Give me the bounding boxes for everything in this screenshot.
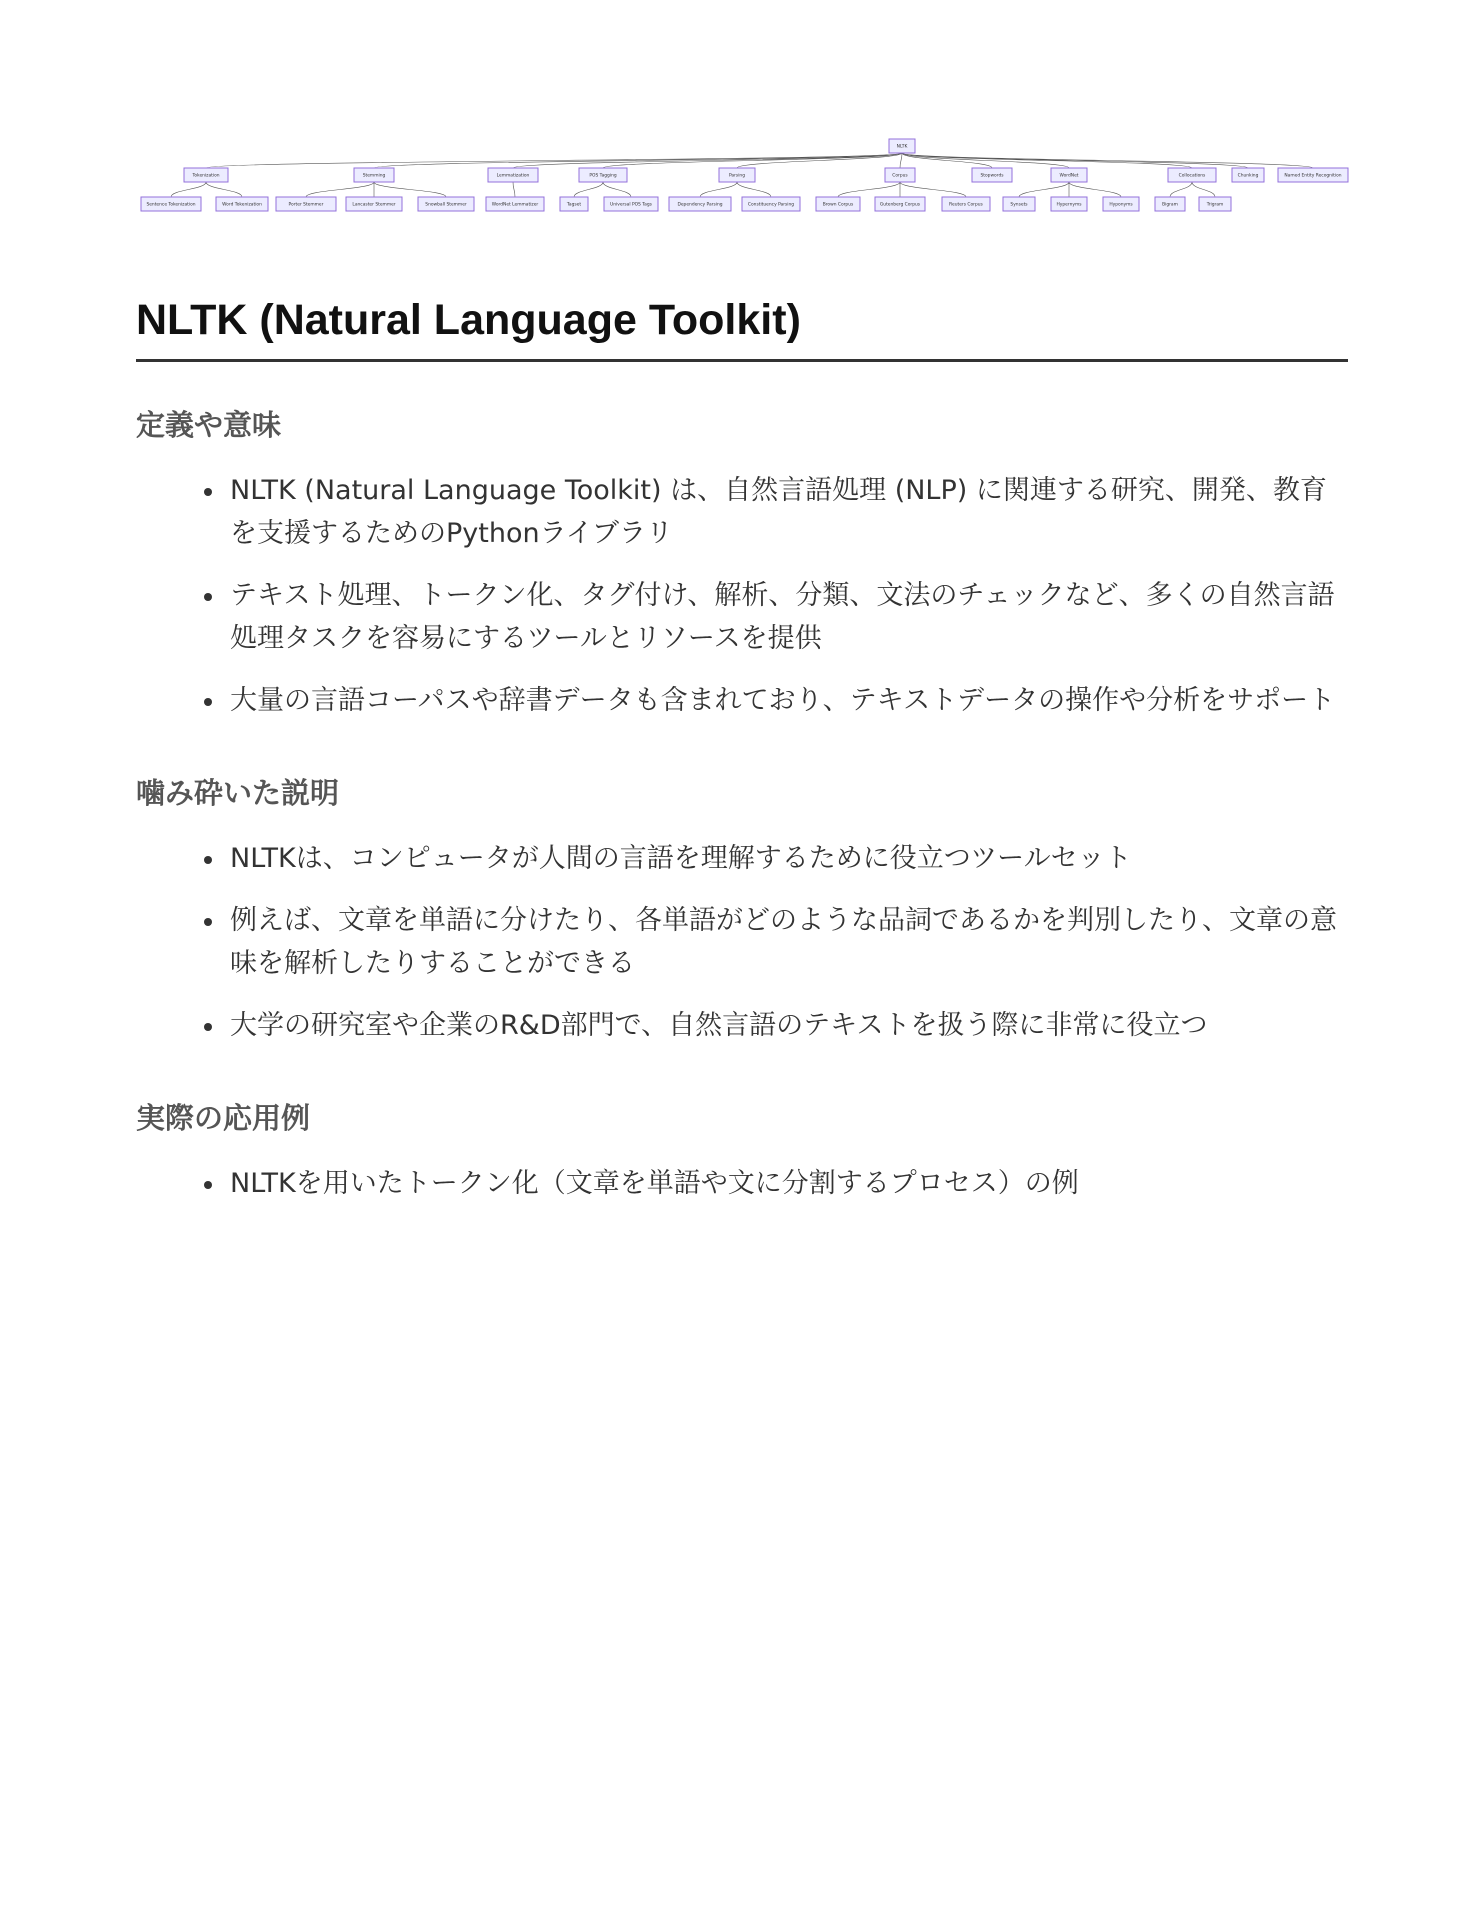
list-item: 例えば、文章を単語に分けたり、各単語がどのような品詞であるかを判別したり、文章の意味を解析したりすることができる [230, 899, 1348, 985]
node-hypernyms [1051, 197, 1087, 211]
edge-root-named-entity-recognition [902, 153, 1313, 168]
node-bigram-label: Bigram [1162, 202, 1178, 208]
node-stopwords-label: Stopwords [980, 173, 1004, 179]
node-corpus [885, 168, 915, 182]
edge-collocations-bigram [1170, 182, 1192, 197]
edge-wordnet-hyponyms [1069, 182, 1121, 197]
node-trigram [1199, 197, 1231, 211]
section-heading-examples: 実際の応用例 [136, 1101, 311, 1136]
node-tagset [560, 197, 588, 211]
node-reuters-corpus [942, 197, 990, 211]
node-brown-corpus-label: Brown Corpus [822, 202, 854, 208]
edge-root-chunking [902, 153, 1248, 168]
node-stemming [354, 168, 394, 182]
node-porter-stemmer-label: Porter Stemmer [288, 202, 324, 208]
edge-pos-tagging-universal-pos-tags [603, 182, 631, 197]
definition-list [136, 469, 1348, 722]
node-chunking-label: Chunking [1237, 173, 1259, 179]
node-snowball-stemmer-label: Snowball Stemmer [425, 202, 467, 208]
node-tokenization-label: Tokenization [192, 173, 220, 179]
section-definition [136, 408, 1348, 722]
node-constituency-parsing [742, 197, 800, 211]
node-lancaster-stemmer [346, 197, 402, 211]
node-synsets [1003, 197, 1035, 211]
node-hyponyms-label: Hyponyms [1109, 202, 1133, 208]
node-wordnet-lemmatizer-label: WordNet Lemmatizer [491, 202, 539, 208]
node-hyponyms [1103, 197, 1139, 211]
list-item: NLTKは、コンピュータが人間の言語を理解するために役立つツールセット [230, 837, 1348, 880]
node-lemmatization [488, 168, 538, 182]
node-nltk-label: NLTK [896, 144, 908, 150]
node-word-tokenization [216, 197, 268, 211]
node-parsing [719, 168, 755, 182]
section-heading-definition: 定義や意味 [136, 408, 282, 443]
node-tagset-label: Tagset [566, 202, 582, 208]
section-heading-explanation: 噛み砕いた説明 [136, 776, 340, 811]
node-collocations-label: Collocations [1178, 173, 1206, 179]
node-synsets-label: Synsets [1010, 202, 1028, 208]
node-sentence-tokenization-label: Sentence Tokenization [146, 202, 196, 208]
list-item: 大学の研究室や企業のR&D部門で、自然言語のテキストを扱う際に非常に役立つ [230, 1004, 1348, 1047]
node-stemming-label: Stemming [362, 173, 386, 179]
edge-stemming-snowball-stemmer [374, 182, 446, 197]
node-wordnet-lemmatizer [486, 197, 544, 211]
edge-parsing-dependency-parsing [700, 182, 737, 197]
node-pos-tagging-label: POS Tagging [589, 173, 617, 179]
node-reuters-corpus-label: Reuters Corpus [949, 202, 983, 208]
node-parsing-label: Parsing [728, 173, 746, 179]
edge-root-corpus [900, 153, 902, 168]
node-wordnet-label: WordNet [1059, 173, 1079, 179]
list-item: テキスト処理、トークン化、タグ付け、解析、分類、文法のチェックなど、多くの自然言語処理タスクを容易にするツールとリソースを提供 [230, 574, 1348, 660]
node-dependency-parsing [669, 197, 731, 211]
explanation-list [136, 837, 1348, 1047]
node-wordnet [1051, 168, 1087, 182]
edge-parsing-constituency-parsing [737, 182, 771, 197]
edge-wordnet-synsets [1019, 182, 1069, 197]
node-word-tokenization-label: Word Tokenization [222, 202, 262, 208]
node-constituency-parsing-label: Constituency Parsing [747, 202, 795, 208]
node-collocations [1168, 168, 1216, 182]
node-sentence-tokenization [141, 197, 201, 211]
edge-tokenization-sentence-tokenization [171, 182, 206, 197]
edge-root-tokenization [206, 153, 902, 168]
node-universal-pos-tags-label: Universal POS Tags [610, 202, 652, 208]
edge-pos-tagging-tagset [574, 182, 603, 197]
node-named-entity-recognition [1278, 168, 1348, 182]
node-stopwords [972, 168, 1012, 182]
node-corpus-label: Corpus [892, 173, 908, 179]
node-bigram [1155, 197, 1185, 211]
node-nltk [889, 139, 915, 153]
edge-tokenization-word-tokenization [206, 182, 242, 197]
node-porter-stemmer [276, 197, 336, 211]
node-lemmatization-label: Lemmatization [496, 173, 530, 179]
list-item: NLTK (Natural Language Toolkit) は、自然言語処理 (NLP) に関連する研究、開発、教育を支援するためのPythonライブラリ [230, 469, 1348, 555]
node-tokenization [184, 168, 228, 182]
node-universal-pos-tags [604, 197, 658, 211]
list-item: NLTKを用いたトークン化（文章を単語や文に分割するプロセス）の例 [230, 1162, 1348, 1205]
edge-corpus-reuters-corpus [900, 182, 966, 197]
page-title: NLTK (Natural Language Toolkit) [136, 296, 1348, 362]
node-dependency-parsing-label: Dependency Parsing [677, 202, 723, 208]
node-hypernyms-label: Hypernyms [1056, 202, 1082, 208]
document-body [136, 296, 1348, 1205]
node-chunking [1232, 168, 1264, 182]
edge-lemmatization-wordnet-lemmatizer [513, 182, 515, 197]
node-trigram-label: Trigram [1206, 202, 1224, 208]
node-pos-tagging [579, 168, 627, 182]
node-named-entity-recognition-label: Named Entity Recognition [1284, 173, 1342, 179]
edge-collocations-trigram [1192, 182, 1215, 197]
node-snowball-stemmer [418, 197, 474, 211]
edge-stemming-porter-stemmer [306, 182, 374, 197]
node-lancaster-stemmer-label: Lancaster Stemmer [352, 202, 396, 208]
edge-corpus-brown-corpus [838, 182, 900, 197]
nltk-mindmap-diagram [0, 0, 1484, 230]
node-brown-corpus [816, 197, 860, 211]
section-explanation [136, 776, 1348, 1047]
examples-list [136, 1162, 1348, 1205]
node-gutenberg-corpus-label: Gutenberg Corpus [879, 202, 921, 208]
section-examples [136, 1101, 1348, 1205]
node-gutenberg-corpus [875, 197, 925, 211]
list-item: 大量の言語コーパスや辞書データも含まれており、テキストデータの操作や分析をサポート [230, 679, 1348, 722]
